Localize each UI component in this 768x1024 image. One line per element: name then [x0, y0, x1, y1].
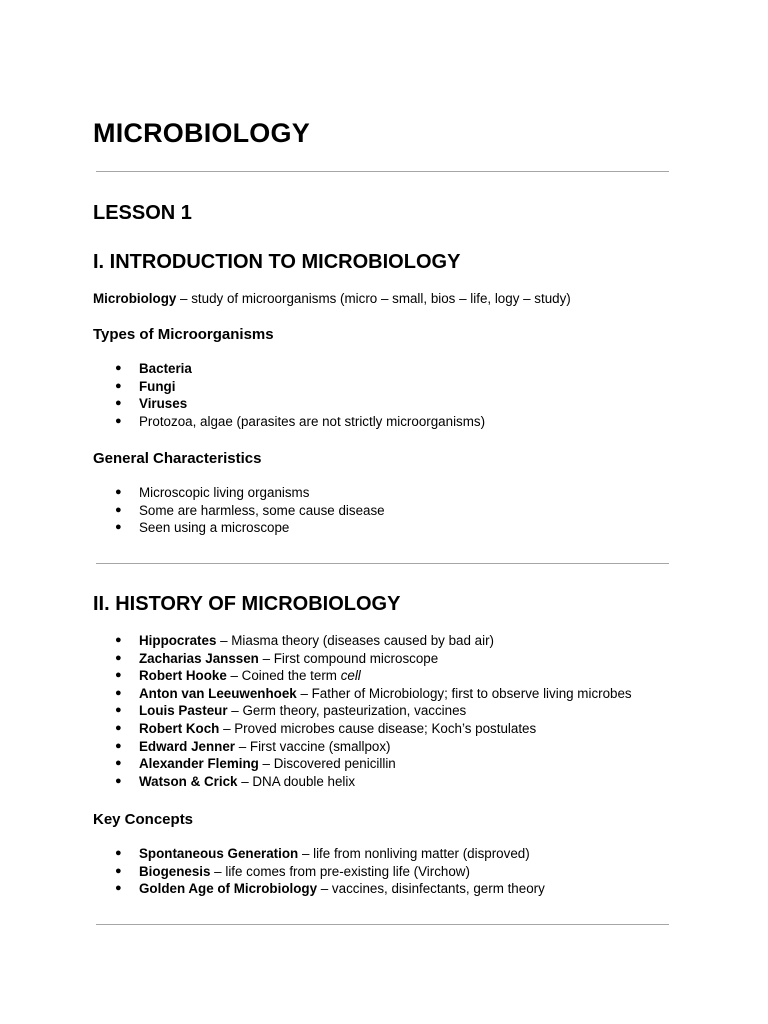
list-item-text: – life from nonliving matter (disproved): [298, 846, 530, 861]
list-item: [115, 502, 385, 520]
bullet-icon: ●: [115, 686, 122, 699]
list-item-text: – Father of Microbiology; first to observe living microbes: [296, 685, 632, 701]
bullet-icon: ●: [115, 397, 122, 410]
list-item: [115, 395, 485, 413]
list-item: [115, 484, 385, 502]
list-item-term: Robert Koch: [139, 720, 220, 736]
bullet-icon: ●: [115, 521, 122, 534]
types-heading: Types of Microorganisms: [93, 326, 274, 343]
list-item-term: Robert Hooke: [139, 668, 227, 684]
bullet-icon: ●: [115, 379, 122, 392]
list-item: [115, 632, 632, 650]
list-item-term: Biogenesis: [139, 863, 211, 879]
list-item-text: – Miasma theory (diseases caused by bad air): [216, 633, 495, 648]
list-item-text: Protozoa, algae (parasites are not strictly microorganisms): [139, 413, 486, 429]
bullet-icon: ●: [115, 414, 122, 427]
divider-middle: [96, 563, 669, 564]
list-item-term: Edward Jenner: [139, 738, 235, 754]
list-item: [115, 413, 485, 431]
list-item-text: Seen using a microscope: [139, 520, 290, 536]
types-list: [115, 360, 485, 430]
list-item-term: Alexander Fleming: [139, 756, 259, 772]
divider-bottom: [96, 924, 669, 925]
section-1-heading: I. INTRODUCTION TO MICROBIOLOGY: [93, 251, 461, 273]
key-concepts-list: [115, 845, 545, 898]
list-item: [115, 773, 632, 791]
list-item-term: Spontaneous Generation: [139, 846, 299, 861]
list-item-term: Louis Pasteur: [139, 703, 228, 719]
list-item: [115, 755, 632, 773]
definition-paragraph: [93, 290, 571, 308]
list-item-text: – Germ theory, pasteurization, vaccines: [227, 703, 467, 719]
list-item-term: Watson & Crick: [139, 773, 238, 789]
list-item: [115, 738, 632, 756]
section-2-heading: II. HISTORY OF MICROBIOLOGY: [93, 593, 401, 615]
bullet-icon: ●: [115, 704, 122, 717]
list-item: [115, 360, 485, 378]
list-item-text: – DNA double helix: [237, 773, 356, 789]
list-item-text: – Discovered penicillin: [258, 756, 396, 772]
bullet-icon: ●: [115, 847, 122, 859]
list-item-text: – Proved microbes cause disease; Koch’s postulates: [219, 720, 537, 736]
list-item: [115, 519, 385, 537]
list-item: [115, 720, 632, 738]
list-item-text: – Coined the term: [226, 668, 341, 684]
list-item: [115, 880, 545, 898]
list-item: [115, 650, 632, 668]
list-item-term: Hippocrates: [139, 633, 217, 648]
list-item-italic: cell: [340, 668, 361, 684]
list-item: [115, 667, 632, 685]
list-item-term: Anton van Leeuwenhoek: [139, 685, 297, 701]
history-list: [115, 632, 632, 790]
bullet-icon: ●: [115, 362, 122, 374]
list-item-term: Golden Age of Microbiology: [139, 881, 318, 897]
document-title: MICROBIOLOGY: [93, 118, 310, 148]
list-item-text: – First compound microscope: [258, 650, 439, 666]
list-item-term: Zacharias Janssen: [139, 650, 259, 666]
list-item: [115, 863, 545, 881]
list-item-term: Bacteria: [139, 361, 192, 376]
bullet-icon: ●: [115, 721, 122, 734]
list-item: [115, 685, 632, 703]
key-concepts-heading: Key Concepts: [93, 811, 194, 828]
list-item: [115, 378, 485, 396]
bullet-icon: ●: [115, 774, 122, 787]
list-item-term: Viruses: [139, 396, 188, 412]
definition-text: – study of microorganisms (micro – small, bios – life, logy – study): [176, 291, 571, 306]
bullet-icon: ●: [115, 486, 122, 498]
bullet-icon: ●: [115, 651, 122, 664]
characteristics-heading: General Characteristics: [93, 450, 262, 467]
list-item-text: – First vaccine (smallpox): [235, 738, 391, 754]
bullet-icon: ●: [115, 864, 122, 877]
bullet-icon: ●: [115, 739, 122, 752]
list-item: [115, 845, 545, 863]
bullet-icon: ●: [115, 634, 122, 646]
definition-term: Microbiology: [93, 291, 177, 306]
characteristics-list: [115, 484, 385, 537]
bullet-icon: ●: [115, 882, 122, 895]
divider-top: [96, 171, 669, 172]
list-item-text: Some are harmless, some cause disease: [139, 502, 385, 518]
list-item-text: Microscopic living organisms: [139, 485, 310, 500]
list-item: [115, 702, 632, 720]
list-item-term: Fungi: [139, 378, 176, 394]
bullet-icon: ●: [115, 669, 122, 682]
bullet-icon: ●: [115, 503, 122, 516]
lesson-heading: LESSON 1: [93, 202, 192, 224]
list-item-text: – life comes from pre-existing life (Virchow): [210, 863, 470, 879]
bullet-icon: ●: [115, 757, 122, 770]
list-item-text: – vaccines, disinfectants, germ theory: [317, 881, 545, 897]
